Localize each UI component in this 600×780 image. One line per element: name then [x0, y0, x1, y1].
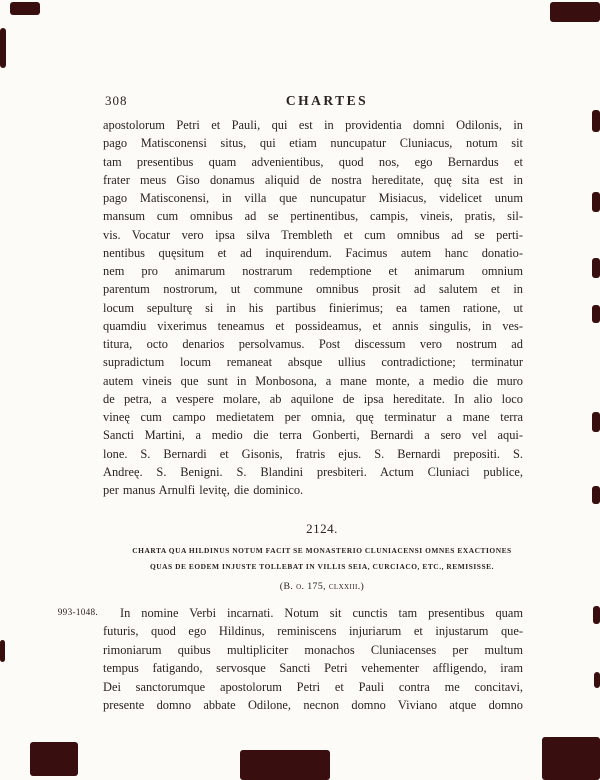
text-line: In nomine Verbi incarnati. Notum sit cunctis tam presentibus quam	[120, 606, 523, 620]
scan-edge-mark	[30, 742, 78, 776]
text-line: rimoniarum quibus multipliciter monachos Cluniacenses per multum	[103, 642, 523, 657]
scan-edge-mark	[592, 412, 600, 432]
text-line: pago Matisconensi, in villa que nuncupatur Misiacus, videlicet unum	[103, 191, 523, 205]
scan-edge-mark	[592, 486, 600, 504]
charter-heading-line-2: QUAS DE EODEM INJUSTE TOLLEBAT IN VILLIS SEIA, CURCIACO, ETC., REMISISSE.	[149, 561, 494, 571]
charter-heading-line-1: CHARTA QUA HILDINUS NOTUM FACIT SE MONASTERIO CLUNIACENSI OMNES EXACTIONES	[132, 546, 512, 555]
margin-date-note: 993-1048.	[57, 607, 98, 617]
text-line: quamdiu vixerimus teneamus et possideamus, et annis singulis, in ves-	[103, 318, 523, 333]
text-line: nem pro animarum nostrarum redemptione et animarum omnium	[103, 264, 523, 278]
scan-edge-mark	[593, 606, 600, 624]
page-header	[103, 93, 523, 109]
scan-edge-mark	[550, 2, 600, 22]
scan-edge-mark	[594, 672, 600, 688]
text-line: mansum cum omnibus ad se pertinentibus, campis, vineis, pratis, sil-	[103, 209, 523, 224]
scan-edge-mark	[592, 258, 600, 278]
text-line: lone. S. Bernardi et Gisonis, fratris ejus. S. Bernardi prepositi. S.	[103, 446, 523, 461]
text-line: vineę cum campo medietatem per omnia, quę terminatur a mane terra	[103, 410, 523, 424]
charter-2124-body	[103, 604, 523, 714]
text-line: frater meus Giso donamus aliquid de nostra hereditate, quę sita est in	[103, 172, 523, 187]
scan-edge-mark	[592, 192, 600, 212]
text-line: autem vineis que sunt in Monbosona, a mane monte, a medio die muro	[103, 373, 523, 388]
text-line: per manus Arnulfi levitę, die dominico.	[103, 483, 304, 497]
page-number: 308	[105, 93, 128, 108]
text-line: nentibus quęsitum et ad inquirendum. Facimus autem hanc donatio-	[103, 245, 523, 260]
charter-number: 2124.	[306, 521, 338, 536]
text-line: supradictum locum remaneat absque ullius contradictione; terminatur	[103, 355, 523, 370]
text-line: locum sepulturę si in his partibus finierimus; ea tamen ratione, ut	[103, 300, 523, 315]
text-line: pago Matisconensi situs, qui etiam nuncupatur Cluniacus, notum sit	[103, 136, 523, 151]
text-line: presente domno abbate Odilone, necnon domno Viviano atque domno	[103, 697, 523, 712]
text-line: Dei sanctorumque apostolorum Petri et Pauli contra me concitavi,	[103, 679, 523, 694]
text-line: Andreę. S. Benigni. S. Blandini presbiteri. Actum Cluniaci publice,	[103, 464, 523, 479]
text-line: futuris, quod ego Hildinus, reminiscens injuriarum et injustarum que-	[103, 624, 523, 639]
text-line: vis. Vocatur vero ipsa silva Trembleth et cum omnibus ad se perti-	[103, 227, 523, 242]
charter-2123-body	[103, 116, 523, 499]
charter-heading	[92, 543, 552, 574]
text-line: titura, octo denarios persolvamus. Post discessum vero nostrum ad	[103, 337, 523, 351]
text-line: tempus fatigando, servosque Sancti Petri vehementer affligendo, iram	[103, 661, 523, 676]
scan-edge-mark	[0, 28, 6, 68]
text-line: apostolorum Petri et Pauli, qui est in providentia domni Odilonis, in	[103, 118, 523, 132]
source-citation: (B. o. 175, clxxiii.)	[279, 581, 365, 592]
scan-edge-mark	[592, 305, 600, 323]
scan-edge-mark	[240, 750, 330, 780]
text-line: tam presentibus quam advenientibus, quod nos, ego Bernardus et	[103, 154, 523, 169]
text-line: Sancti Martini, a medio die terra Gonberti, Bernardi a sero vel aqui-	[103, 428, 523, 443]
text-line: de petra, a vespere molare, ab aquilone de ipsa hereditate. In alio loco	[103, 391, 523, 406]
text-line: parentum nostrorum, ut commune omnibus prosit ad salutem et in	[103, 282, 523, 297]
scan-edge-mark	[10, 2, 40, 15]
scan-edge-mark	[592, 110, 600, 132]
running-title: CHARTES	[285, 93, 369, 108]
scan-edge-mark	[542, 737, 600, 780]
scan-edge-mark	[0, 640, 5, 662]
